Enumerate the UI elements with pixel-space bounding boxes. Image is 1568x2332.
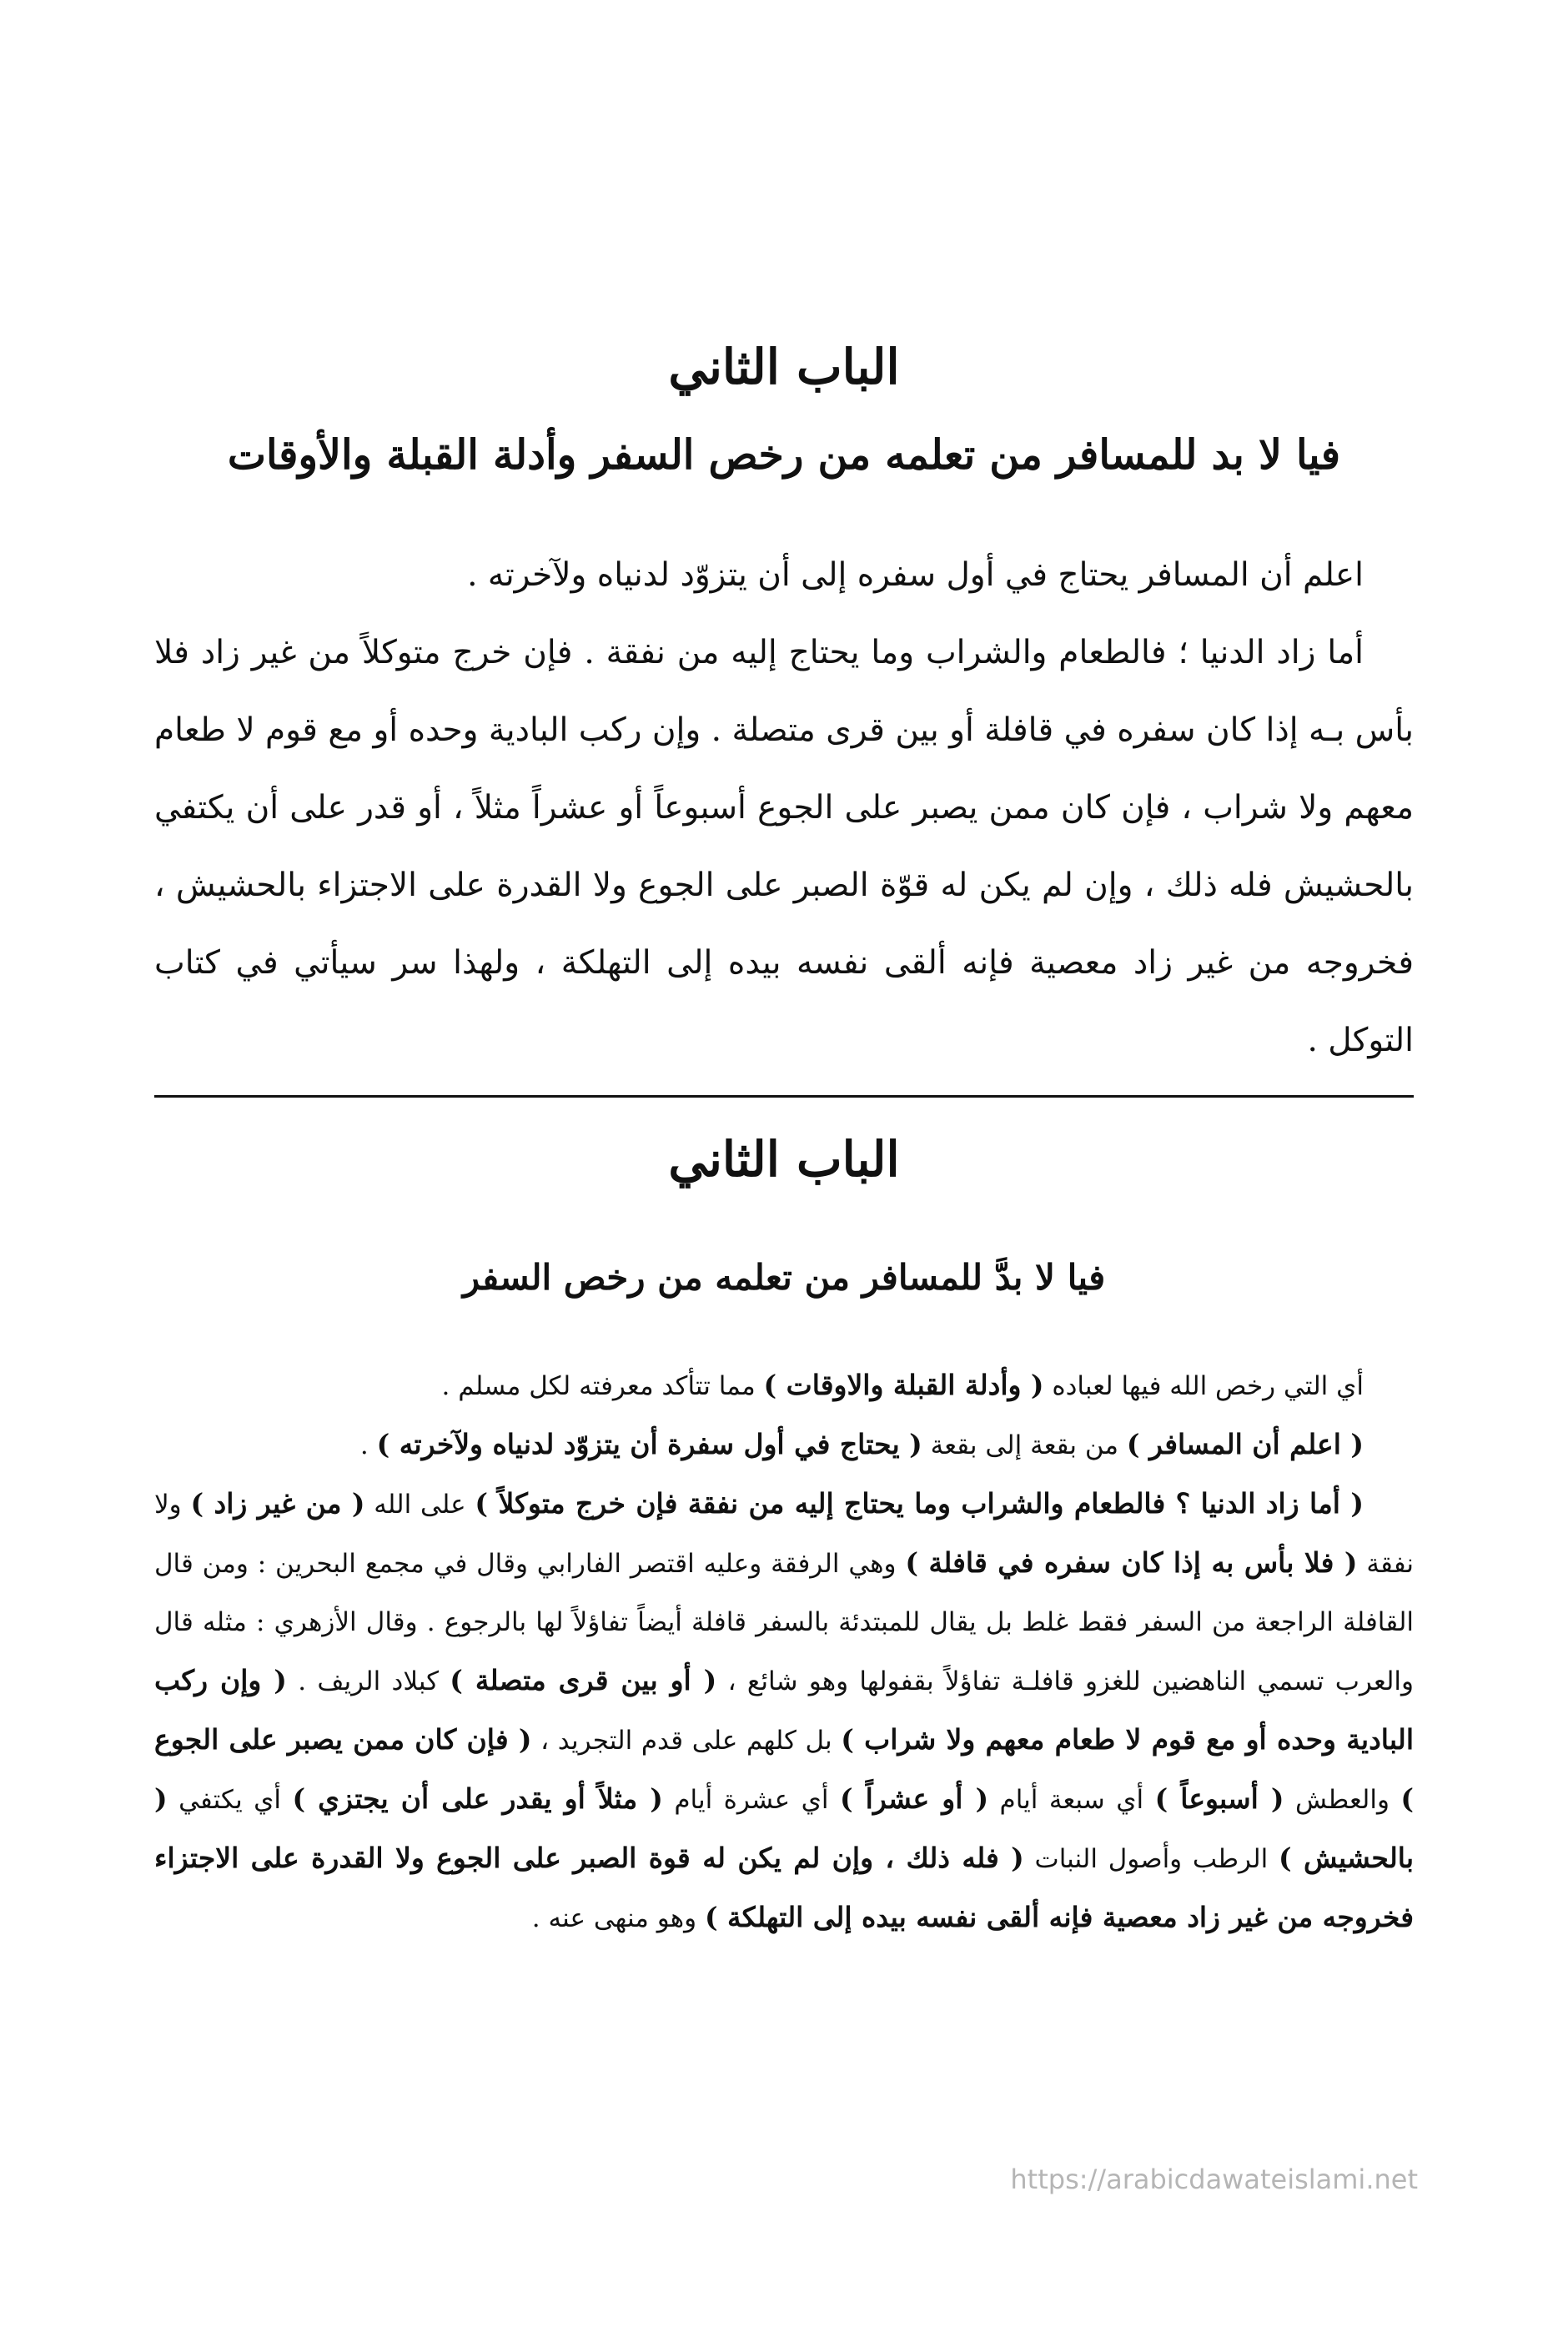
sharh-text-run: أي سبعة أيام: [988, 1785, 1155, 1815]
matn-paragraph: اعلم أن المسافر يحتاج في أول سفره إلى أن يتزوّد لدنياه ولآخرته .: [467, 556, 1364, 594]
sharh-chapter-title: الباب الثاني: [668, 1131, 900, 1188]
sharh-text-run: على الله: [364, 1490, 475, 1520]
sharh-paragraph: [154, 1475, 1414, 1948]
sharh-text-run: مما تتأكد معرفته لكل مسلم .: [441, 1371, 764, 1401]
quoted-matn: ( بالحشيش ): [154, 1782, 1415, 1874]
quoted-matn: ( من غير زاد ): [190, 1487, 365, 1520]
quoted-matn: ( أما زاد الدنيا ؟ فالطعام والشراب وما يحتاج إليه من نفقة فإن خرج متوكلاً ): [475, 1487, 1364, 1520]
quoted-matn: ( أو بين قرى متصلة ): [450, 1664, 717, 1696]
sharh-text-run: أي التي رخص الله فيها لعباده: [1043, 1371, 1364, 1401]
website-watermark: https://arabicdawateislami.net: [1010, 2164, 1418, 2195]
quoted-matn: ( فلا بأس به إذا كان سفره في قافلة ): [905, 1546, 1358, 1579]
sharh-text-run: وهو منهى عنه .: [531, 1903, 705, 1933]
sharh-text-run: من بقعة إلى بقعة: [922, 1430, 1127, 1460]
sharh-paragraph: [154, 1356, 1414, 1415]
sharh-text-run: الرطب وأصول النبات: [1023, 1844, 1279, 1874]
sharh-text-run: ولا نفقة: [154, 1490, 1415, 1579]
quoted-matn: ( اعلم أن المسافر ): [1126, 1428, 1364, 1460]
sharh-text-run: أي يكتفي: [167, 1785, 293, 1815]
section-divider: [154, 1095, 1414, 1098]
sharh-text-run: والعطش: [1284, 1785, 1401, 1815]
sharh-text-run: كبلاد الريف .: [286, 1666, 450, 1696]
quoted-matn: ( فله ذلك ، وإن لم يكن له قوة الصبر على الجوع ولا القدرة على الاجتزاء فخروجه من غير زاد معصية فإنه ألقى نفسه بيده إلى التهلكة ): [154, 1842, 1414, 1933]
matn-text: [154, 536, 1414, 1079]
matn-chapter-title: الباب الثاني: [668, 339, 900, 395]
quoted-matn: ( يحتاج في أول سفرة أن يتزوّد لدنياه ولآخرته ): [376, 1428, 922, 1460]
sharh-text-run: بل كلهم على قدم التجريد ،: [531, 1726, 842, 1756]
matn-chapter-subtitle: فيا لا بد للمسافر من تعلمه من رخص السفر وأدلة القبلة والأوقات: [227, 430, 1341, 479]
sharh-text: [154, 1356, 1414, 1948]
sharh-paragraph: [154, 1415, 1414, 1475]
quoted-matn: ( وإن ركب البادية وحده أو مع قوم لا طعام معهم ولا شراب ): [154, 1664, 1415, 1756]
quoted-matn: ( أسبوعاً ): [1154, 1782, 1284, 1815]
quoted-matn: ( وأدلة القبلة والاوقات ): [763, 1369, 1044, 1401]
quoted-matn: ( فإن كان ممن يصبر على الجوع ): [154, 1723, 1415, 1815]
sharh-chapter-subtitle: فيا لا بدَّ للمسافر من تعلمه من رخص السفر: [462, 1257, 1106, 1298]
sharh-text-run: .: [359, 1430, 377, 1460]
quoted-matn: ( مثلاً أو يقدر على أن يجتزي ): [292, 1782, 663, 1815]
matn-paragraph: أما زاد الدنيا ؛ فالطعام والشراب وما يحتاج إليه من نفقة . فإن خرج متوكلاً من غير زاد فلا بأس بـه إذا كان سفره في قافلة أو بين قرى متصلة . وإن ركب البادية وحده أو مع قوم لا طعام معهم ولا شراب ، فإن كان ممن يصبر على الجوع أسبوعاً أو عشراً مثلاً ، أو قدر على أن يكتفي بالحشيش فله ذلك ، وإن لم يكن له قوّة الصبر على الجوع ولا القدرة على الاجتزاء بالحشيش ، فخروجه من غير زاد معصية فإنه ألقى نفسه بيده إلى التهلكة ، ولهذا سر سيأتي في كتاب التوكل .: [154, 634, 1414, 1059]
quoted-matn: ( أو عشراً ): [839, 1782, 989, 1815]
sharh-text-run: وهي الرفقة وعليه اقتصر الفارابي وقال في مجمع البحرين : ومن قال القافلة الراجعة من السفر فقط غلط بل يقال للمبتدئة بالسفر قافلة أيضاً تفاؤلاً لها بالرجوع . وقال الأزهري : مثله قال والعرب تسمي الناهضين للغزو قافلـة تفاؤلاً بقفولها وهو شائع ،: [154, 1549, 1414, 1696]
sharh-text-run: أي عشرة أيام: [662, 1785, 840, 1815]
